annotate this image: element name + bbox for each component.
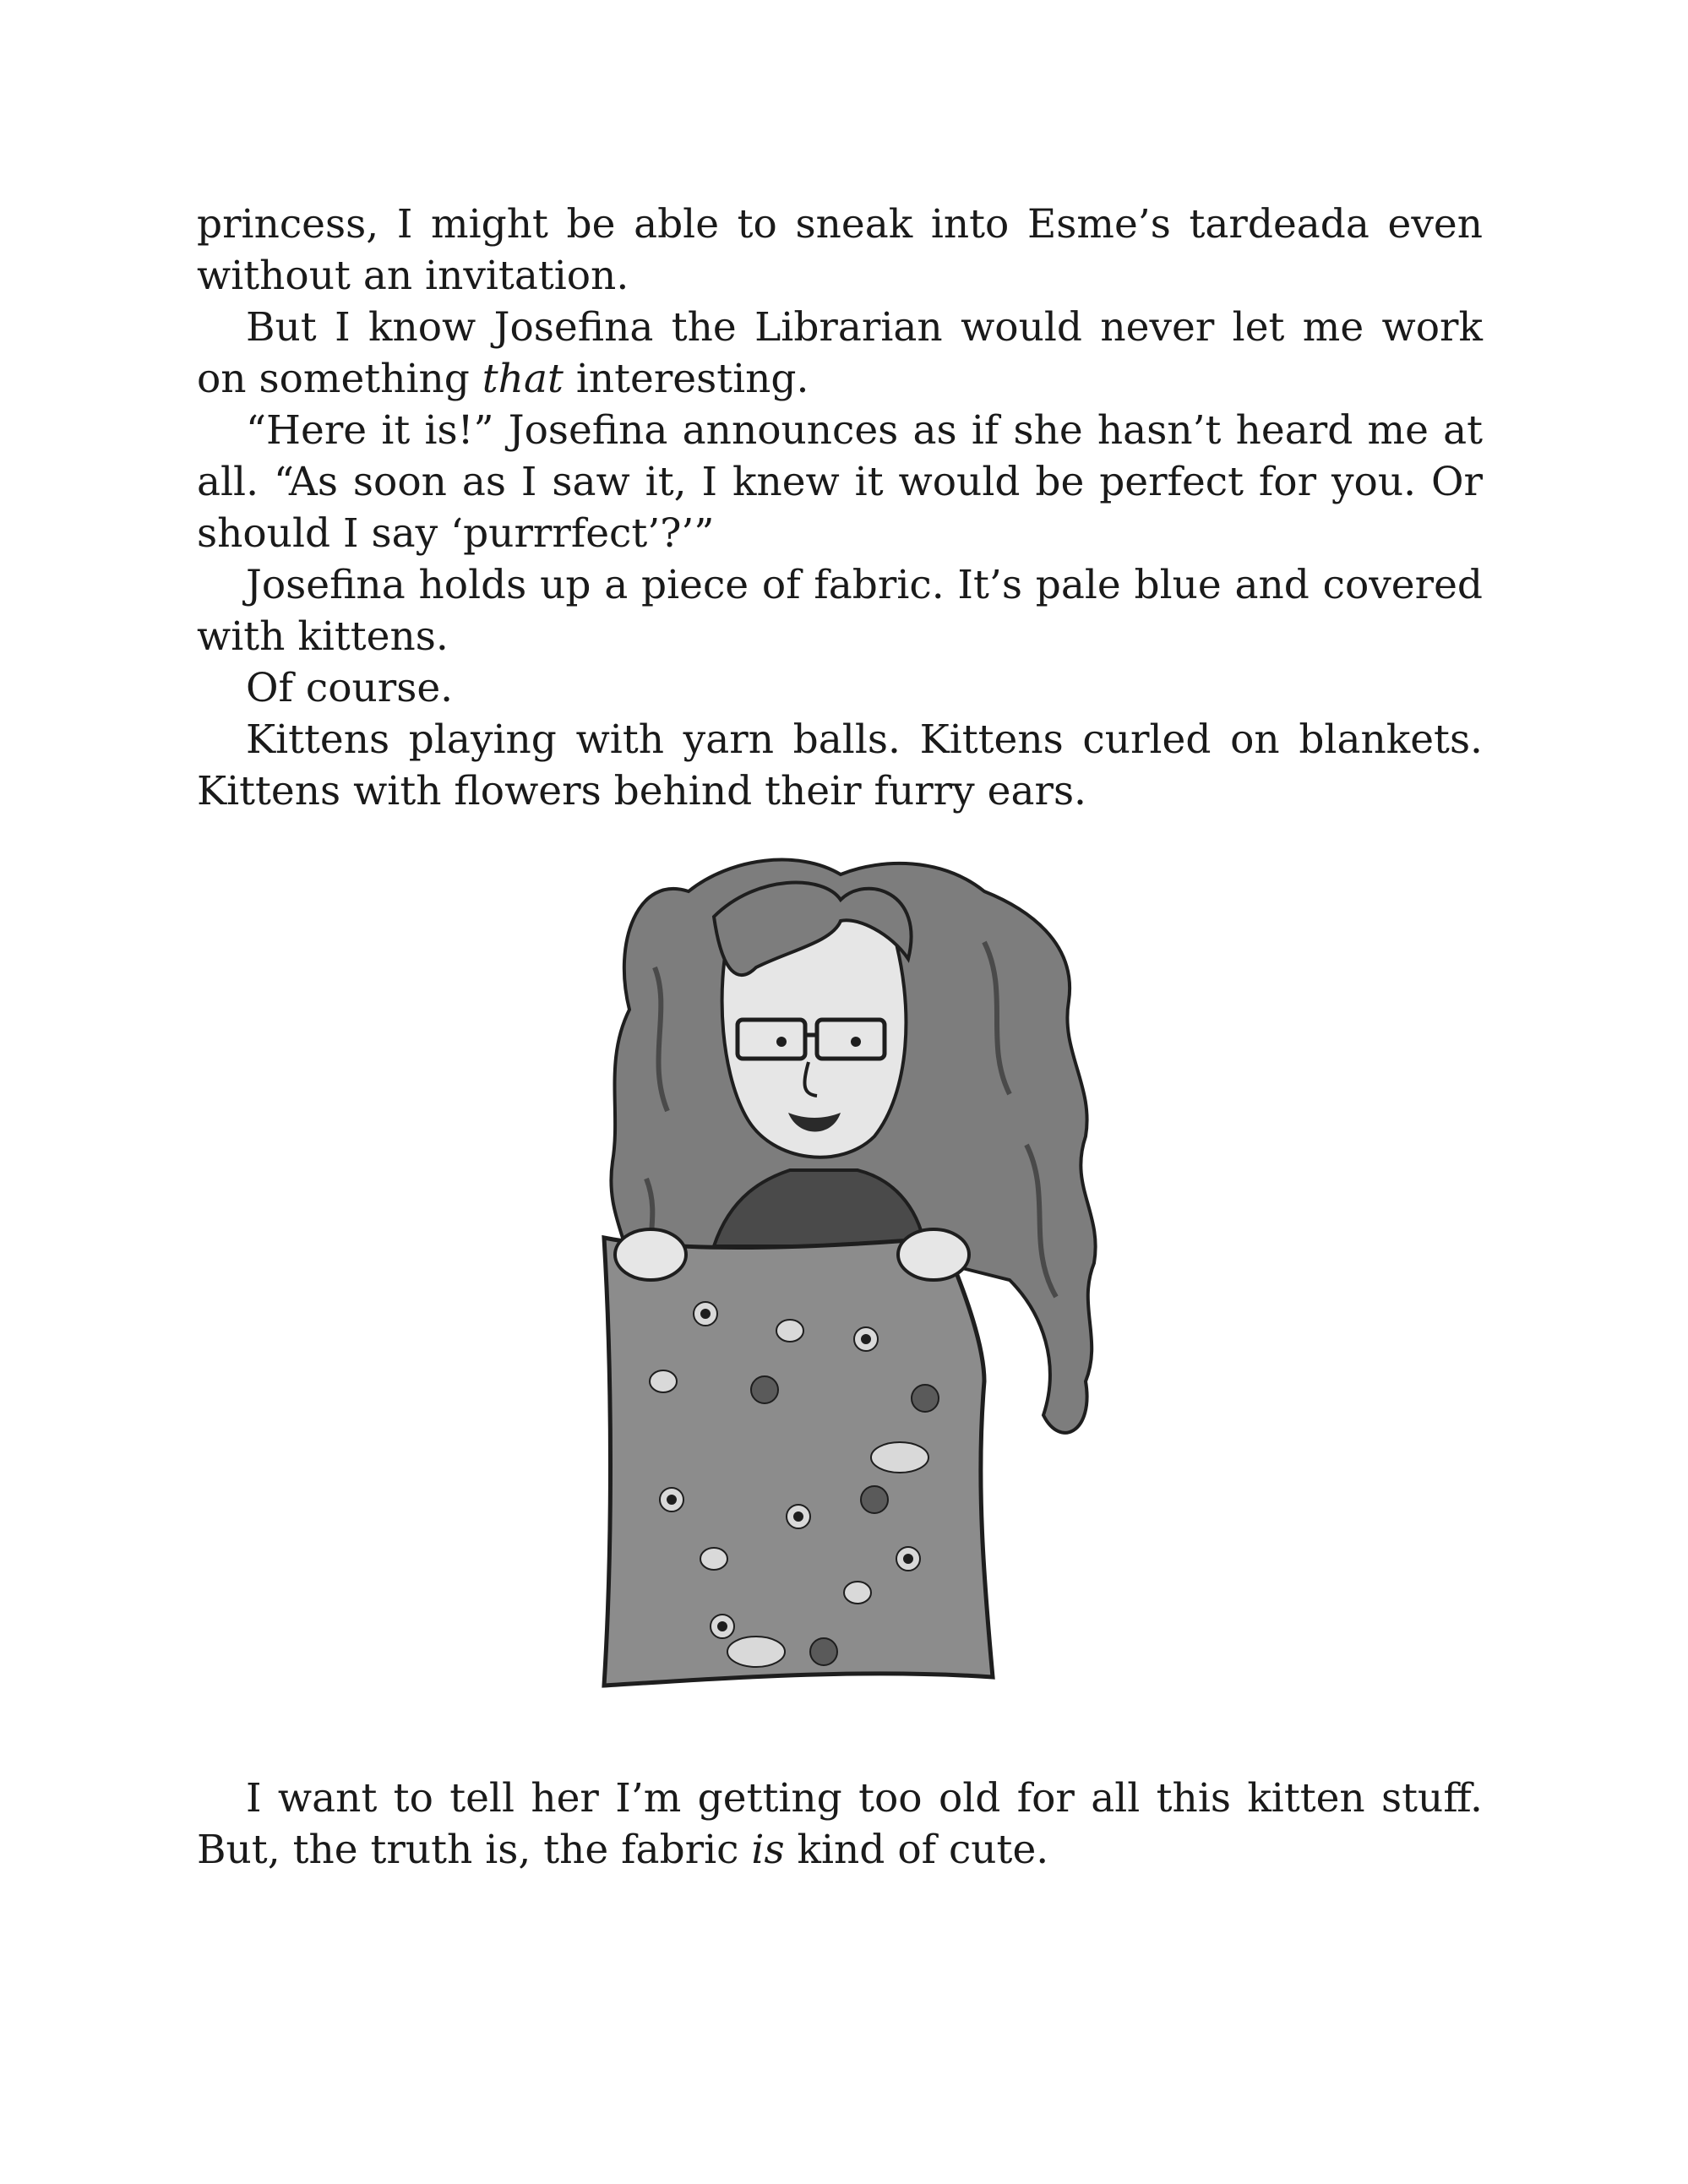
yarn-ball-icon [810, 1638, 837, 1665]
story-paragraph [197, 405, 1483, 559]
story-text-lower [197, 1773, 1483, 1876]
flower-icon [787, 1505, 810, 1528]
josefina-illustration [587, 841, 1103, 1732]
paragraph-text: Kittens playing with yarn balls. Kittens curled on blankets. Kittens with flowers behind their furry ears. [197, 716, 1483, 814]
paragraph-text: interesting. [563, 356, 809, 402]
emphasis-text: is [751, 1827, 785, 1873]
story-paragraph [197, 199, 1483, 302]
story-paragraph [197, 714, 1483, 817]
paragraph-text: “Here it is!” Josefina announces as if she hasn’t heard me at all. “As soon as I saw it, I knew it would be perfect for you. Or should I say ‘purrrfect’?’” [197, 407, 1483, 557]
flower-icon [854, 1327, 878, 1351]
paragraph-text: Of course. [246, 665, 454, 711]
yarn-ball-icon [912, 1385, 939, 1412]
story-text-upper [197, 199, 1483, 817]
flower-icon [660, 1488, 683, 1511]
hand-left [615, 1229, 686, 1280]
story-paragraph [197, 559, 1483, 662]
hand-right [898, 1229, 969, 1280]
paragraph-text: Josefina holds up a piece of fabric. It’s pale blue and covered with kittens. [197, 562, 1483, 660]
sleeping-kitten-icon [727, 1637, 785, 1667]
flower-icon [711, 1615, 734, 1638]
story-paragraph [197, 662, 1483, 714]
paragraph-text: princess, I might be able to sneak into Esme’s tardeada even without an invitation. [197, 201, 1483, 299]
yarn-ball-icon [751, 1376, 778, 1403]
eye-right [851, 1037, 861, 1047]
flower-icon [694, 1302, 717, 1326]
story-paragraph [197, 302, 1483, 405]
cat-face-icon [844, 1582, 871, 1604]
yarn-ball-icon [861, 1486, 888, 1513]
sleeping-kitten-icon [871, 1442, 928, 1473]
cat-face-icon [650, 1370, 677, 1392]
story-paragraph [197, 1773, 1483, 1876]
flower-icon [896, 1547, 920, 1571]
paragraph-text: But I know Josefina the Librarian would never let me work on something [197, 304, 1483, 402]
eye-left [776, 1037, 787, 1047]
paragraph-text: I want to tell her I’m getting too old for all this kitten stuff. But, the truth is, the fabric [197, 1775, 1483, 1873]
paragraph-text: kind of cute. [784, 1827, 1049, 1873]
cat-face-icon [776, 1320, 803, 1342]
emphasis-text: that [482, 356, 564, 402]
kitten-fabric [604, 1238, 993, 1686]
cat-face-icon [700, 1548, 727, 1570]
